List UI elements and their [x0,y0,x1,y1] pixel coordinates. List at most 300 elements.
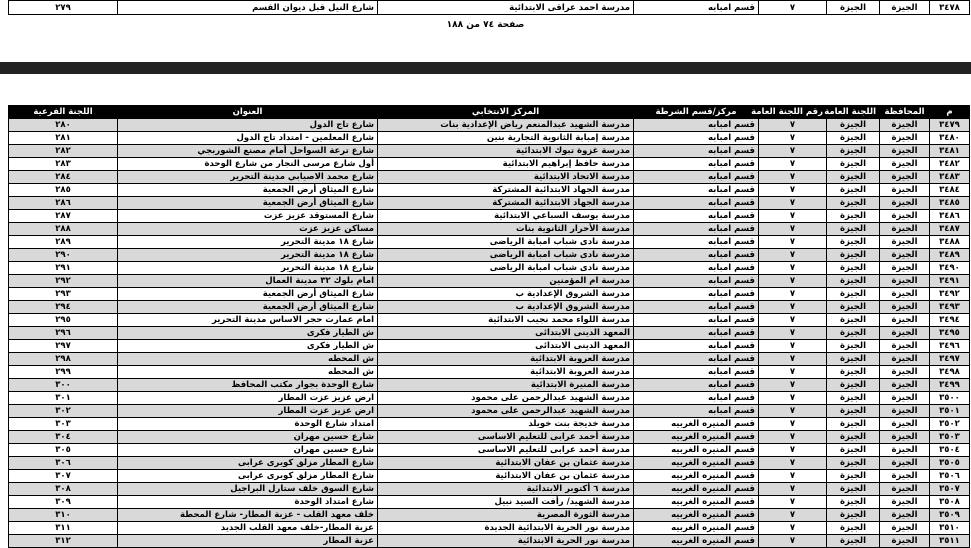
governorate-cell: الجيزة [880,431,930,444]
police-station-cell: قسم امبابه [634,210,759,223]
general-committee-cell: الجيزة [827,145,880,158]
electoral-center-cell: مدرسة ٦ أكتوبر الابتدائية [378,483,634,496]
header-number: م [930,106,970,119]
row-number: ٣٤٩٢ [930,288,970,301]
general-committee-number-cell: ٧ [759,158,827,171]
general-committee-cell: الجيزة [827,340,880,353]
general-committee-number-cell: ٧ [759,444,827,457]
governorate-cell: الجيزة [880,223,930,236]
table-row [9,340,970,353]
general-committee-cell: الجيزة [827,132,880,145]
police-station-cell: قسم امبابه [634,184,759,197]
police-station-cell: قسم المنيره الغربيه [634,522,759,535]
general-committee-cell: الجيزة [827,444,880,457]
electoral-center-cell: مدرسة العروبة الابتدائية [378,366,634,379]
police-station-cell: قسم امبابه [634,223,759,236]
electoral-center-cell: مدرسة نادى شباب امبابة الرياضى [378,249,634,262]
address-cell: شارع ١٨ مدينة التحرير [118,262,378,275]
table-row [9,483,970,496]
governorate-cell: الجيزة [880,535,930,548]
table-row [9,496,970,509]
governorate-cell: الجيزة [880,132,930,145]
electoral-center-cell: مدرسة عثمان بن عفان الابتدائية [378,470,634,483]
electoral-center-cell: مدرسة الأحرار الثانوية بنات [378,223,634,236]
general-committee-number-cell: ٧ [759,535,827,548]
row-number: ٣٤٨٦ [930,210,970,223]
general-committee-cell: الجيزة [827,210,880,223]
general-committee-cell: الجيزة [827,314,880,327]
police-station-cell: قسم المنيره الغربيه [634,483,759,496]
general-committee-number-cell: ٧ [759,223,827,236]
address-cell: عزبة المطار-خلف معهد القلب الجديد [118,522,378,535]
sub-committee-cell: ٣٠١ [9,392,118,405]
table-row [9,249,970,262]
address-cell: مساكن عزيز عزت [118,223,378,236]
sub-committee-cell: ٢٨٧ [9,210,118,223]
general-committee-cell: الجيزة [827,262,880,275]
police-station-cell: قسم امبابه [634,288,759,301]
address-cell: شارع حسين مهران [118,431,378,444]
page-divider [0,62,971,74]
police-station-cell: قسم المنيره الغربيه [634,444,759,457]
header-sub-committee: اللجنة الفرعية [9,106,118,119]
row-number: ٣٤٨١ [930,145,970,158]
electoral-center-cell: مدرسة إمبابة الثانوية التجارية بنين [378,132,634,145]
address-cell: شارع ١٨ مدينة التحرير [118,249,378,262]
table-body [9,119,970,548]
address-cell: شارع ترعة السواحل أمام مصنع الشوربجي [118,145,378,158]
general-committee-number-cell: ٧ [759,275,827,288]
electoral-center-cell: مدرسة نور الحرية الابتدائية الجديدة [378,522,634,535]
governorate-cell: الجيزة [880,366,930,379]
governorate-cell: الجيزة [880,509,930,522]
governorate-cell: الجيزة [880,197,930,210]
sub-committee-cell: ٢٨٢ [9,145,118,158]
governorate-cell: الجيزة [880,158,930,171]
electoral-center-cell: مدرسة الشروق الإعدادية ب [378,301,634,314]
general-committee-number-cell: ٧ [759,197,827,210]
police-station-cell: قسم المنيره الغربيه [634,509,759,522]
header-general-committee-number: رقم اللجنة العامة [759,106,827,119]
general-committee-number-cell: ٧ [759,184,827,197]
electoral-center-cell: مدرسة يوسف السباعي الابتدائية [378,210,634,223]
governorate-cell: الجيزة [880,119,930,132]
sub-committee-cell: ٣١٠ [9,509,118,522]
sub-committee-cell: ٣٠٣ [9,418,118,431]
police-station-cell: قسم المنيره الغربيه [634,470,759,483]
table-header-row [9,106,970,119]
row-number: ٣٥٠٠ [930,392,970,405]
general-committee-cell: الجيزة [827,509,880,522]
general-committee-cell: الجيزة [827,223,880,236]
police-station-cell: قسم امبابه [634,171,759,184]
sub-committee-cell: ٢٩٥ [9,314,118,327]
police-station-cell: قسم المنيره الغربيه [634,431,759,444]
table-row [9,327,970,340]
governorate-cell: الجيزة [880,418,930,431]
general-committee-number-cell: ٧ [759,509,827,522]
address-cell: شارع الميثاق أرض الجمعية [118,197,378,210]
row-number: ٣٤٩٤ [930,314,970,327]
general-committee-number-cell: ٧ [759,366,827,379]
governorate-cell: الجيزة [880,327,930,340]
electoral-center-cell: مدرسة اللواء محمد نجيب الابتدائية [378,314,634,327]
header-general-committee: اللجنة العامة [827,106,880,119]
row-number: ٣٤٨٩ [930,249,970,262]
sub-committee-cell: ٣١١ [9,522,118,535]
general-committee-number-cell: ٧ [759,145,827,158]
sub-committee-cell: ٢٩١ [9,262,118,275]
general-committee-number-cell: ٧ [759,249,827,262]
general-committee-number-cell: ٧ [759,405,827,418]
general-committee-cell: الجيزة [827,249,880,262]
sub-committee-cell: ٣٠٤ [9,431,118,444]
police-station-cell: قسم امبابه [634,236,759,249]
general-committee-number-cell: ٧ [759,522,827,535]
sub-committee-cell: ٢٨٤ [9,171,118,184]
governorate-cell: الجيزة [880,288,930,301]
governorate-cell: الجيزة [880,444,930,457]
table-row [9,457,970,470]
row-number: ٣٥٠٣ [930,431,970,444]
table-row [9,119,970,132]
general-committee-number-cell: ٧ [759,392,827,405]
row-number: ٣٤٩٧ [930,353,970,366]
table-row [9,444,970,457]
row-number: ٣٤٧٨ [930,1,970,15]
row-number: ٣٤٩٦ [930,340,970,353]
governorate-cell: الجيزة [880,470,930,483]
general-committee-number-cell: ٧ [759,1,827,15]
sub-committee-cell: ٢٧٩ [9,1,118,15]
sub-committee-cell: ٢٩٠ [9,249,118,262]
governorate-cell: الجيزة [880,145,930,158]
address-cell: شارع الميثاق أرض الجمعية [118,288,378,301]
police-station-cell: قسم امبابه [634,197,759,210]
police-station-cell: قسم امبابه [634,314,759,327]
table-row [9,314,970,327]
sub-committee-cell: ٢٩٧ [9,340,118,353]
police-station-cell: قسم امبابه [634,353,759,366]
table-row [9,197,970,210]
table-row [9,522,970,535]
sub-committee-cell: ٣٠٢ [9,405,118,418]
address-cell: امام عمارت حجر الاساس مدينة التحرير [118,314,378,327]
electoral-center-cell: مدرسة الاتحاد الابتدائية [378,171,634,184]
general-committee-cell: الجيزة [827,431,880,444]
general-committee-cell: الجيزة [827,418,880,431]
governorate-cell: الجيزة [880,392,930,405]
table-row [9,418,970,431]
general-committee-number-cell: ٧ [759,171,827,184]
sub-committee-cell: ٣٠٦ [9,457,118,470]
address-cell: ش الطيار فكرى [118,340,378,353]
table-row [9,236,970,249]
row-number: ٣٤٨٥ [930,197,970,210]
police-station-cell: قسم امبابه [634,379,759,392]
table-row [9,535,970,548]
general-committee-cell: الجيزة [827,496,880,509]
address-cell: شارع محمد الاصيابي مدينة التحرير [118,171,378,184]
sub-committee-cell: ٣٠٩ [9,496,118,509]
row-number: ٣٤٩٥ [930,327,970,340]
row-number: ٣٤٨٣ [930,171,970,184]
governorate-cell: الجيزة [880,483,930,496]
row-number: ٣٥٠٥ [930,457,970,470]
general-committee-number-cell: ٧ [759,132,827,145]
electoral-center-cell: مدرسة عثمان بن عفان الابتدائية [378,457,634,470]
sub-committee-cell: ٢٩٣ [9,288,118,301]
general-committee-cell: الجيزة [827,470,880,483]
row-number: ٣٤٨٨ [930,236,970,249]
general-committee-cell: الجيزة [827,405,880,418]
governorate-cell: الجيزة [880,171,930,184]
table-row [9,288,970,301]
address-cell: شارع المستوقد عزيز عزت [118,210,378,223]
electoral-center-cell: مدرسة أحمد عرابى للتعليم الاساسى [378,431,634,444]
address-cell: ارض عزيز عزت المطار [118,392,378,405]
general-committee-number-cell: ٧ [759,496,827,509]
electoral-center-cell: مدرسة المنيرة الابتدائية [378,379,634,392]
table-row [9,210,970,223]
general-committee-number-cell: ٧ [759,262,827,275]
general-committee-cell: الجيزة [827,483,880,496]
electoral-center-cell: مدرسة الشروق الإعدادية ب [378,288,634,301]
general-committee-cell: الجيزة [827,327,880,340]
governorate-cell: الجيزة [880,314,930,327]
table-row [9,145,970,158]
general-committee-number-cell: ٧ [759,210,827,223]
general-committee-cell: الجيزة [827,301,880,314]
header-electoral-center: المركز الانتخابي [378,106,634,119]
general-committee-number-cell: ٧ [759,301,827,314]
general-committee-number-cell: ٧ [759,340,827,353]
table-row [9,301,970,314]
sub-committee-cell: ٢٩٤ [9,301,118,314]
table-row [9,223,970,236]
police-station-cell: قسم امبابه [634,145,759,158]
governorate-cell: الجيزة [880,249,930,262]
police-station-cell: قسم امبابه [634,249,759,262]
row-number: ٣٥٠٦ [930,470,970,483]
general-committee-number-cell: ٧ [759,483,827,496]
police-station-cell: قسم امبابه [634,340,759,353]
row-number: ٣٤٨٤ [930,184,970,197]
police-station-cell: قسم امبابه [634,327,759,340]
sub-committee-cell: ٢٨٠ [9,119,118,132]
row-number: ٣٥٠٤ [930,444,970,457]
governorate-cell: الجيزة [880,301,930,314]
table-row [9,470,970,483]
table-row [9,366,970,379]
general-committee-cell: الجيزة [827,353,880,366]
electoral-center-cell: مدرسة العروبة الابتدائية [378,353,634,366]
table-row [9,392,970,405]
header-police-station: مركز/قسم الشرطة [634,106,759,119]
sub-committee-cell: ٣١٢ [9,535,118,548]
police-station-cell: قسم امبابه [634,392,759,405]
governorate-cell: الجيزة [880,457,930,470]
table-row [9,262,970,275]
governorate-cell: الجيزة [880,340,930,353]
address-cell: شارع ١٨ مدينة التحرير [118,236,378,249]
row-number: ٣٤٩٠ [930,262,970,275]
address-cell: شارع المعلمين - امتداد تاج الدول [118,132,378,145]
table-row [9,405,970,418]
table-row [9,171,970,184]
governorate-cell: الجيزة [880,275,930,288]
row-number: ٣٤٨٢ [930,158,970,171]
address-cell: شارع المطار مزلق كوبرى عرابى [118,457,378,470]
sub-committee-cell: ٢٨١ [9,132,118,145]
address-cell: عزبة المطار [118,535,378,548]
police-station-cell: قسم امبابه [634,132,759,145]
general-committee-cell: الجيزة [827,171,880,184]
governorate-cell: الجيزة [880,379,930,392]
sub-committee-cell: ٢٨٩ [9,236,118,249]
sub-committee-cell: ٢٩٢ [9,275,118,288]
table-row [9,431,970,444]
electoral-center-cell: مدرسة الشهيد عبدالمنعم رياض الإعدادية بنات [378,119,634,132]
electoral-center-cell: المعهد الدينى الابتدائى [378,327,634,340]
table-row [9,509,970,522]
police-station-cell: قسم امبابه [634,119,759,132]
row-number: ٣٤٩٩ [930,379,970,392]
general-committee-number-cell: ٧ [759,119,827,132]
sub-committee-cell: ٣٠٨ [9,483,118,496]
electoral-center-cell: مدرسة نور الحرية الابتدائية [378,535,634,548]
general-committee-cell: الجيزة [827,288,880,301]
row-number: ٣٥٠٧ [930,483,970,496]
electoral-center-cell: مدرسة خديجة بنت خويلد [378,418,634,431]
police-station-cell: قسم المنيره الغربيه [634,457,759,470]
row-number: ٣٥١١ [930,535,970,548]
sub-committee-cell: ٢٩٨ [9,353,118,366]
address-cell: ش المحطه [118,366,378,379]
row-number: ٣٤٩١ [930,275,970,288]
row-number: ٣٥٠٩ [930,509,970,522]
general-committee-cell: الجيزة [827,535,880,548]
row-number: ٣٥٠٨ [930,496,970,509]
police-station-cell: قسم امبابه [634,366,759,379]
address-cell: ش الطيار فكرى [118,327,378,340]
address-cell: امتداد شارع الوحدة [118,418,378,431]
sub-committee-cell: ٢٨٨ [9,223,118,236]
electoral-center-cell: مدرسة غزوة تبوك الابتدائية [378,145,634,158]
general-committee-number-cell: ٧ [759,418,827,431]
governorate-cell: الجيزة [880,405,930,418]
general-committee-number-cell: ٧ [759,431,827,444]
address-cell: خلف معهد القلب - عزبة المطار- شارع المحطة [118,509,378,522]
general-committee-cell: الجيزة [827,366,880,379]
electoral-center-cell: مدرسة الشهيد عبدالرحمن على محمود [378,392,634,405]
address-cell: شارع تاج الدول [118,119,378,132]
governorate-cell: الجيزة [880,1,930,15]
general-committee-number-cell: ٧ [759,314,827,327]
table-row [9,184,970,197]
address-cell: شارع المطار مزلق كوبرى عرابى [118,470,378,483]
address-cell: ارض عزيز عزت المطار [118,405,378,418]
governorate-cell: الجيزة [880,522,930,535]
general-committee-cell: الجيزة [827,184,880,197]
row-number: ٣٤٨٠ [930,132,970,145]
police-station-cell: قسم المنيره الغربيه [634,535,759,548]
row-number: ٣٤٧٩ [930,119,970,132]
electoral-center-cell: مدرسة نادى شباب امبابة الرياضى [378,236,634,249]
governorate-cell: الجيزة [880,353,930,366]
sub-committee-cell: ٣٠٠ [9,379,118,392]
electoral-center-cell: مدرسة الشهيد عبدالرحمن على محمود [378,405,634,418]
sub-committee-cell: ٢٨٦ [9,197,118,210]
row-number: ٣٤٩٣ [930,301,970,314]
governorate-cell: الجيزة [880,184,930,197]
police-station-cell: قسم المنيره الغربيه [634,496,759,509]
table-row [9,158,970,171]
address-cell: شارع السوق خلف ستارل البراجيل [118,483,378,496]
general-committee-cell: الجيزة [827,379,880,392]
electoral-center-cell: مدرسة احمد عراقى الابتدائية [378,1,634,15]
table-row [9,379,970,392]
governorate-cell: الجيزة [880,262,930,275]
general-committee-number-cell: ٧ [759,470,827,483]
electoral-center-cell: مدرسة ام المؤمنين [378,275,634,288]
general-committee-cell: الجيزة [827,119,880,132]
general-committee-cell: الجيزة [827,197,880,210]
row-number: ٣٥٠١ [930,405,970,418]
row-number: ٣٥١٠ [930,522,970,535]
row-number: ٣٤٨٧ [930,223,970,236]
general-committee-number-cell: ٧ [759,288,827,301]
address-cell: شارع حسين مهران [118,444,378,457]
electoral-center-cell: مدرسة الثورة المصرية [378,509,634,522]
address-cell: شارع الميثاق أرض الجمعية [118,301,378,314]
electoral-center-cell: مدرسة الجهاد الابتدائية المشتركة [378,197,634,210]
sub-committee-cell: ٢٨٣ [9,158,118,171]
table-row [9,275,970,288]
sub-committee-cell: ٢٩٩ [9,366,118,379]
general-committee-number-cell: ٧ [759,379,827,392]
sub-committee-cell: ٣٠٧ [9,470,118,483]
header-governorate: المحافظة [880,106,930,119]
general-committee-cell: الجيزة [827,522,880,535]
address-cell: شارع النيل قبل ديوان القسم [118,1,378,15]
general-committee-number-cell: ٧ [759,236,827,249]
table-row [9,132,970,145]
general-committee-cell: الجيزة [827,1,880,15]
electoral-center-cell: مدرسة حافظ إبراهيم الابتدائية [378,158,634,171]
page-number-label: صفحة ٧٤ من ١٨٨ [446,20,525,30]
sub-committee-cell: ٢٨٥ [9,184,118,197]
police-station-cell: قسم امبابه [634,301,759,314]
header-address: العنوان [118,106,378,119]
general-committee-cell: الجيزة [827,392,880,405]
general-committee-number-cell: ٧ [759,457,827,470]
electoral-center-cell: مدرسة الجهاد الابتدائية المشتركة [378,184,634,197]
general-committee-cell: الجيزة [827,457,880,470]
police-station-cell: قسم المنيره الغربيه [634,418,759,431]
row-number: ٣٥٠٢ [930,418,970,431]
electoral-center-cell: مدرسة نادى شباب امبابة الرياضى [378,262,634,275]
sub-committee-cell: ٣٠٥ [9,444,118,457]
address-cell: ش المحطه [118,353,378,366]
committees-table [8,105,970,548]
address-cell: شارع الميثاق أرض الجمعية [118,184,378,197]
general-committee-cell: الجيزة [827,158,880,171]
general-committee-number-cell: ٧ [759,327,827,340]
electoral-center-cell: مدرسة الشهيد/ رأفت السيد نبيل [378,496,634,509]
sub-committee-cell: ٢٩٦ [9,327,118,340]
electoral-center-cell: مدرسة أحمد عرابى للتعليم الاساسى [378,444,634,457]
